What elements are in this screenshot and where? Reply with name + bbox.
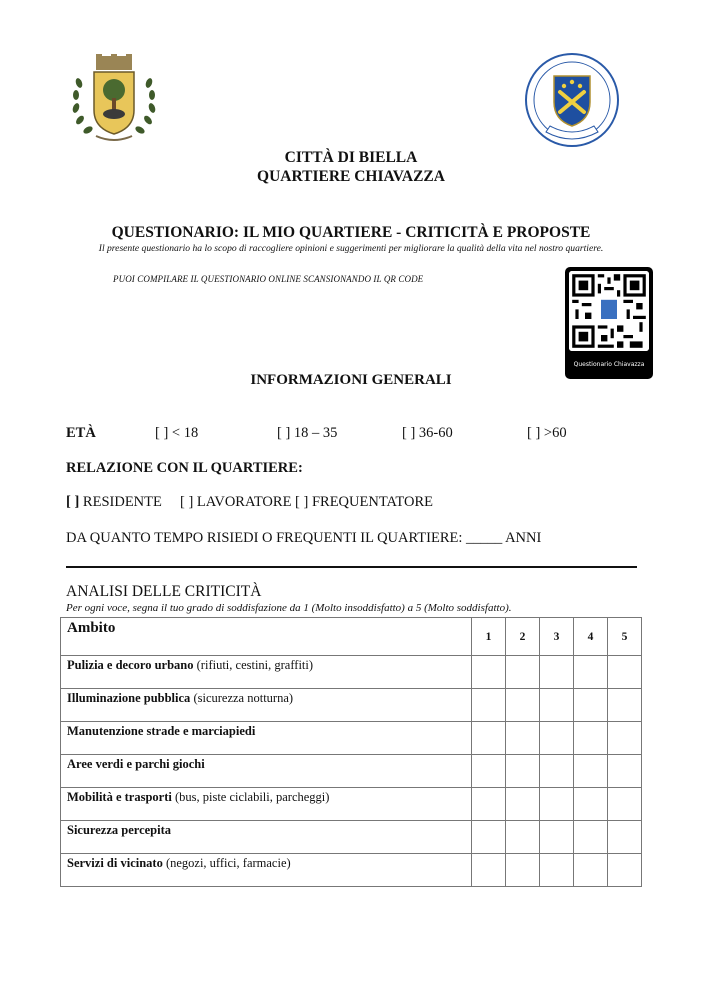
table-row — [61, 788, 642, 821]
satisfaction-table — [60, 617, 642, 887]
qr-caption: Questionario Chiavazza — [573, 361, 645, 368]
column-score-5: 5 — [608, 618, 642, 656]
row-label — [61, 689, 472, 722]
age-option-36-60[interactable]: [ ] 36-60 — [402, 425, 453, 441]
row-label — [61, 755, 472, 788]
score-cell-2[interactable] — [506, 656, 540, 689]
column-score-4: 4 — [574, 618, 608, 656]
score-cell-5[interactable] — [608, 689, 642, 722]
page-title: QUESTIONARIO: IL MIO QUARTIERE - CRITICITÀ E PROPOSTE — [111, 224, 591, 241]
column-ambito: Ambito — [61, 618, 472, 656]
score-cell-1[interactable] — [472, 788, 506, 821]
row-label-detail: (sicurezza notturna) — [190, 691, 294, 705]
row-label — [61, 788, 472, 821]
city-heading — [0, 148, 702, 186]
score-cell-5[interactable] — [608, 788, 642, 821]
score-cell-3[interactable] — [540, 821, 574, 854]
column-score-3: 3 — [540, 618, 574, 656]
age-label: ETÀ — [66, 425, 96, 441]
score-cell-3[interactable] — [540, 689, 574, 722]
table-row — [61, 656, 642, 689]
score-cell-3[interactable] — [540, 755, 574, 788]
relation-option-worker-visitor[interactable]: [ ] LAVORATORE [ ] FREQUENTATORE — [179, 494, 433, 510]
relation-checkbox-resident[interactable]: [ ] — [66, 494, 80, 510]
table-row — [61, 689, 642, 722]
score-cell-1[interactable] — [472, 689, 506, 722]
row-label-detail: (bus, piste ciclabili, parcheggi) — [171, 790, 330, 804]
residence-duration-question: DA QUANTO TEMPO RISIEDI O FREQUENTI IL QUARTIERE: _____ ANNI — [66, 530, 542, 546]
section-divider — [66, 566, 637, 568]
score-cell-4[interactable] — [574, 788, 608, 821]
table-row — [61, 755, 642, 788]
score-cell-1[interactable] — [472, 821, 506, 854]
score-cell-4[interactable] — [574, 722, 608, 755]
score-cell-5[interactable] — [608, 854, 642, 887]
table-row — [61, 821, 642, 854]
score-cell-2[interactable] — [506, 821, 540, 854]
table-header-row — [61, 618, 642, 656]
score-cell-3[interactable] — [540, 656, 574, 689]
row-label — [61, 854, 472, 887]
score-cell-4[interactable] — [574, 821, 608, 854]
row-label-detail: (rifiuti, cestini, graffiti) — [193, 658, 314, 672]
score-cell-4[interactable] — [574, 689, 608, 722]
score-cell-1[interactable] — [472, 755, 506, 788]
score-cell-1[interactable] — [472, 656, 506, 689]
qr-code-icon — [569, 271, 649, 351]
general-info-heading: INFORMAZIONI GENERALI — [250, 372, 452, 388]
relation-option-resident: RESIDENTE — [82, 494, 162, 510]
score-cell-1[interactable] — [472, 722, 506, 755]
score-cell-2[interactable] — [506, 689, 540, 722]
row-label-bold: Illuminazione pubblica — [67, 691, 191, 705]
row-label-bold: Manutenzione strade e marciapiedi — [67, 724, 256, 738]
score-cell-5[interactable] — [608, 656, 642, 689]
score-cell-3[interactable] — [540, 788, 574, 821]
relation-label: RELAZIONE CON IL QUARTIERE: — [66, 460, 303, 476]
age-option-over-60[interactable]: [ ] >60 — [527, 425, 567, 441]
city-coat-of-arms-icon — [66, 50, 162, 146]
score-cell-3[interactable] — [540, 854, 574, 887]
score-cell-4[interactable] — [574, 755, 608, 788]
row-label — [61, 821, 472, 854]
city-name: CITTÀ DI BIELLA — [284, 149, 418, 166]
row-label-detail: (negozi, uffici, farmacie) — [162, 856, 291, 870]
score-cell-5[interactable] — [608, 821, 642, 854]
analysis-instructions: Per ogni voce, segna il tuo grado di soddisfazione da 1 (Molto insoddisfatto) a 5 (Molto soddisfatto). — [66, 602, 512, 614]
row-label — [61, 722, 472, 755]
row-label-bold: Sicurezza percepita — [67, 823, 172, 837]
qr-code[interactable] — [565, 267, 653, 379]
row-label-bold: Servizi di vicinato — [67, 856, 163, 870]
relation-options — [66, 494, 433, 511]
age-option-under-18[interactable]: [ ] < 18 — [155, 425, 199, 441]
age-option-18-35[interactable]: [ ] 18 – 35 — [277, 425, 338, 441]
score-cell-5[interactable] — [608, 755, 642, 788]
row-label-bold: Aree verdi e parchi giochi — [67, 757, 205, 771]
score-cell-2[interactable] — [506, 755, 540, 788]
table-row — [61, 722, 642, 755]
score-cell-5[interactable] — [608, 722, 642, 755]
score-cell-2[interactable] — [506, 788, 540, 821]
column-score-2: 2 — [506, 618, 540, 656]
analysis-heading: ANALISI DELLE CRITICITÀ — [66, 583, 262, 600]
score-cell-1[interactable] — [472, 854, 506, 887]
district-council-logo-icon — [522, 50, 622, 150]
table-row — [61, 854, 642, 887]
score-cell-2[interactable] — [506, 854, 540, 887]
row-label-bold: Mobilità e trasporti — [67, 790, 172, 804]
district-name: QUARTIERE CHIAVAZZA — [257, 168, 445, 185]
page-subtitle: Il presente questionario ha lo scopo di raccogliere opinioni e suggerimenti per migliorare la qualità della vita nel nostro quartiere. — [98, 243, 604, 254]
score-cell-2[interactable] — [506, 722, 540, 755]
score-cell-3[interactable] — [540, 722, 574, 755]
online-note: PUOI COMPILARE IL QUESTIONARIO ONLINE SCANSIONANDO IL QR CODE — [113, 274, 424, 284]
column-score-1: 1 — [472, 618, 506, 656]
row-label-bold: Pulizia e decoro urbano — [67, 658, 194, 672]
score-cell-4[interactable] — [574, 656, 608, 689]
score-cell-4[interactable] — [574, 854, 608, 887]
row-label — [61, 656, 472, 689]
